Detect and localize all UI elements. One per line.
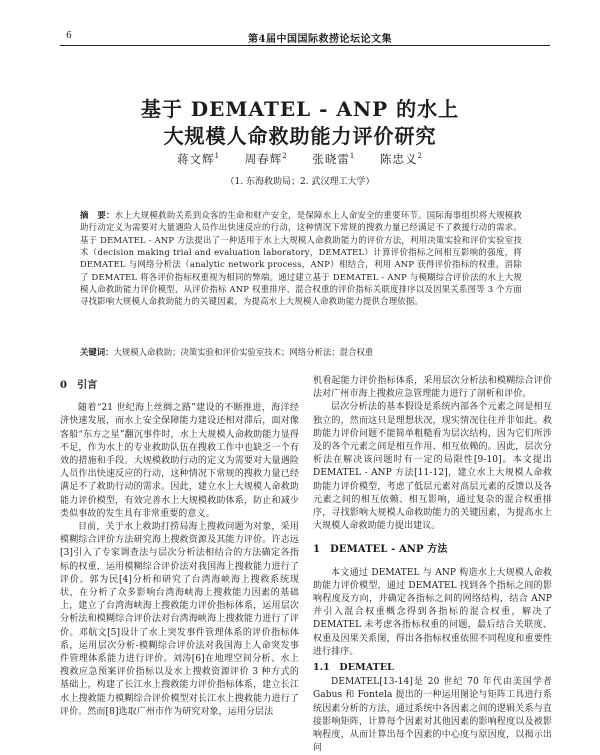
page-number: 6	[66, 31, 72, 41]
keywords-text: 大规模人命救助；决策实验和评价实验室技术；网络分析法；混合权重	[113, 347, 374, 357]
author: 蒋文辉$^1$	[177, 152, 221, 166]
abstract-text: 水上大规模救助关系到众客的生命和财产安全，是保障水上人命安全的重要环节。国际海事组织将大规模救助行动定义为需要对大量遇险人员作出快速反应的行动，这种情况下常规的搜救力量已经满足不了救援行动的需求。基于 DEMATEL - ANP 方法提出了一种适用于水上大规模人命救助能力的评价方法，利用决策实验和评价实验室技术（decision making trial and evaluation laboratory，DEMATEL）计算评价指标之间相互影响的强度，将 DEMATEL 与网络分析法（analytic network process，ANP）相结合，利用 ANP 获得评价指标的权重，消除了 DEMATEL 将各评价指标权重视为相同的弊端。通过建立基于 DEMATEL - ANP 与模糊综合评价法的水上大规模人命救助能力评价模型，从评价指标 ANP 权重排序、混合权重的评价指标关联度排序以及因果关系图等 3 个方面寻找影响大规模人命救助能力的关键因素，为提高水上大规模人命救助能力提供合理依据。	[80, 210, 522, 307]
section-heading-method: 1 DEMATEL - ANP 方法	[313, 544, 448, 556]
author: 陈忠义$^2$	[379, 152, 423, 166]
affiliation: （1. 东海救助局；2. 武汉理工大学）	[225, 177, 375, 187]
keywords-label: 关键词：	[80, 347, 114, 357]
body-paragraph: DEMATEL[13-14]是 20 世纪 70 年代由美国学者 Gabus 和 Fontela 提出的一种运用图论与矩阵工具进行系统因素分析的方法，通过系统中各因素之间的逻辑关系与直接影响矩阵，计算每个因素对其他因素的影响程度以及被影响程度，从而计算出每个因素的中心度与原因度，以揭示出问	[313, 677, 552, 754]
body-paragraph: 本文通过 DEMATEL 与 ANP 构造水上大规模人命救助能力评价模型，通过 DEMATEL 找到各个指标之间的影响程度及方向，并确定各指标之间的网络结构，结合 ANP 并引入混合权重概念得到各指标的混合权重，解决了 DEMATEL 未考虑各指标权重的问题，最后结合关联度、权重及因果关系图，得出各指标权重依照不同程度和重要性进行排序。	[313, 567, 552, 657]
running-header: 第4届中国国际救捞论坛论文集	[248, 34, 392, 45]
right-column	[313, 375, 552, 755]
intro-paragraph-1: 随着“21 世纪海上丝绸之路”建设的不断推进，海洋经济快速发展，而水上安全保障能力建设还相对滞后，面对像客船“东方之星”翻沉事件时，水上大规模人命救助能力显得不足，作为水上的专业救助队伍在搜救工作中也缺乏一个有效的措施和手段。大规模救助行动的定义为需要对大量遇险人员作出快速反应的行动，这种情况下常规的搜救力量已经满足不了救助行动的需求。因此，建立水上大规模人命救助能力评价模型，有效完善水上大规模救助体系，防止和减少类似事故的发生具有非常重要的意义。	[60, 403, 299, 519]
intro-paragraph-2: 目前，关于水上救助打捞局海上搜救问题为对象，采用模糊综合评价方法研究海上搜救资源及其能力评价。许志远[3]引入了专家调查法与层次分析法相结合的方法确定各指标的权重，运用模糊综合评价法对我国海上搜救能力进行了评价。郭为民[4]分析和研究了台湾海峡海上搜救系统现状，在分析了众多影响台湾海峡海上搜救能力因素的基础上，建立了台湾海峡海上搜救能力评价指标体系，运用层次分析法和模糊综合评价法对台湾海峡海上搜救能力进行了评价。邓航文[5]设计了水上突发事件管理体系的评价指标体系，运用层次分析-模糊综合评价法对我国海上人命突发事件管理体系能力进行评价。刘涛[6]在地理空间分析、水上搜救应急预案评价指标以及水上搜救资源评价 3 种方式的基础上，构建了长江水上搜救能力评价指标体系，建立长江水上搜救能力模糊综合评价模型对长江水上搜救能力进行了评价。然而[8]选取广州市作为研究对象，运用分层法	[60, 522, 299, 717]
header-rule	[60, 45, 550, 46]
abstract	[80, 209, 522, 308]
body-paragraph: 机看起能力评价指标体系，采用层次分析法和模糊综合评价法对广州市海上搜救应急管理能力进行了剖析和评价。	[313, 376, 552, 400]
body-paragraph: 层次分析法的基本假设是系统内部各个元素之间是相互独立的，然而这只是理想状况，现实情况往往并非如此。救助能力评价问题不能简单粗糙看为层次结构，因为它们所涉及的各个元素之间是相互作用、相互依赖的。因此，层次分析法在解决该问题时有一定的局限性[9-10]。本文提出 DEMATEL - ANP 方法[11-12]，建立水上大规模人命救助能力评价模型，考虑了低层元素对高层元素的反馈以及各元素之间的相互依赖、相互影响，通过复杂的混合权重排序，寻找影响大规模人命救助能力的关键因素，为提高水上大规模人命救助能力提出建议。	[313, 402, 552, 532]
paper-title-line2: 大规模人命救助能力评价研究	[163, 124, 437, 148]
author: 周春辉$^2$	[244, 152, 288, 166]
abstract-label: 摘 要：	[80, 210, 115, 220]
keywords	[80, 346, 522, 358]
section-heading-intro: 0 引言	[60, 380, 98, 391]
left-column	[60, 375, 299, 719]
author: 张晓雷$^1$	[312, 152, 356, 166]
author-list	[0, 151, 600, 167]
paper-title-line1: 基于 DEMATEL - ANP 的水上	[140, 97, 460, 121]
subsection-heading-dematel: 1.1 DEMATEL	[313, 662, 394, 674]
